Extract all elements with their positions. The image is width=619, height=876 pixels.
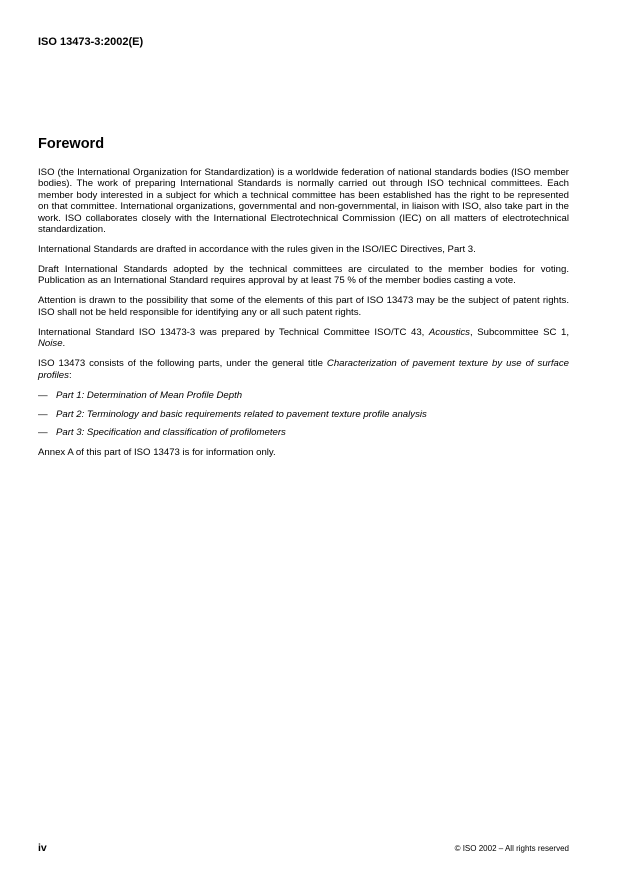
paragraph-patent-rights: Attention is drawn to the possibility that some of the elements of this part of ISO 13473 may be the subject of patent rights. ISO shall not be held responsible for identifying any or all such patent rights.	[38, 295, 569, 318]
copyright-notice: © ISO 2002 – All rights reserved	[454, 844, 569, 853]
prepared-by-middle: , Subcommittee SC 1,	[469, 326, 570, 338]
paragraph-prepared-by	[38, 327, 569, 350]
committee-name: Acoustics	[428, 326, 470, 338]
list-item	[38, 427, 569, 438]
part-title: Part 2: Terminology and basic requirements related to pavement texture profile analysis	[56, 408, 427, 420]
prepared-by-end: .	[62, 338, 66, 350]
paragraph-annex-note: Annex A of this part of ISO 13473 is for information only.	[38, 446, 276, 458]
list-item	[38, 390, 569, 401]
parts-list	[38, 390, 569, 439]
part-title: Part 1: Determination of Mean Profile Depth	[56, 389, 243, 401]
em-dash: —	[38, 427, 48, 439]
general-title: Characterization of pavement texture by use of surface profiles	[38, 358, 569, 381]
em-dash: —	[38, 389, 48, 401]
part-title: Part 3: Specification and classification of profilometers	[56, 427, 286, 439]
list-item	[38, 409, 569, 420]
paragraph-draft-standards: Draft International Standards adopted by the technical committees are circulated to the member bodies for voting. Publication as an International Standard requires approval by at least 75 % of the member bodies casting a vote.	[38, 264, 569, 287]
paragraph-parts-intro	[38, 358, 569, 381]
em-dash: —	[38, 408, 48, 420]
foreword-body	[38, 167, 569, 467]
paragraph-iso-intro: ISO (the International Organization for Standardization) is a worldwide federation of national standards bodies (ISO member bodies). The work of preparing International Standards is normally carried out through ISO technical committees. Each member body interested in a subject for which a technical committee has been established has the right to be represented on that committee. International organizations, governmental and non-governmental, in liaison with ISO, also take part in the work. ISO collaborates closely with the International Electrotechnical Commission (IEC) on all matters of electrotechnical standardization.	[38, 167, 569, 236]
document-id: ISO 13473-3:2002(E)	[38, 36, 144, 48]
prepared-by-text: International Standard ISO 13473-3 was prepared by Technical Committee ISO/TC 43,	[38, 326, 429, 338]
parts-intro-end: :	[68, 369, 72, 381]
subcommittee-name: Noise	[38, 338, 63, 350]
parts-intro-text: ISO 13473 consists of the following parts, under the general title	[38, 358, 327, 370]
page-title: Foreword	[38, 136, 105, 152]
paragraph-directives: International Standards are drafted in accordance with the rules given in the ISO/IEC Directives, Part 3.	[38, 244, 476, 256]
page-number: iv	[38, 842, 47, 854]
